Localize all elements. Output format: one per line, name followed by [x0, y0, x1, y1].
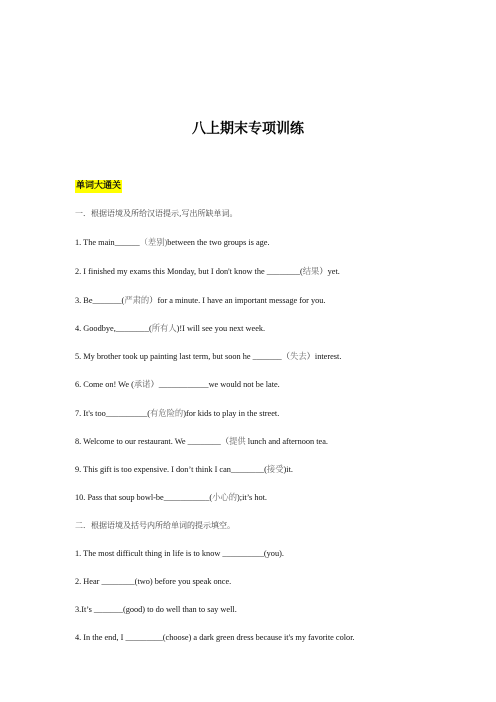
part1-header: 一．根据语境及所给汉语提示,写出所缺单词。 [75, 209, 238, 218]
part1-item-3: 3. Be_______(严肃的）for a minute. I have an important message for you. [75, 296, 326, 305]
part1-item-7: 7. It's too__________(有危险的)for kids to play in the street. [75, 409, 280, 418]
part1-item-5: 5. My brother took up painting last term, but soon he _______（失去）interest. [75, 352, 342, 361]
part2-header: 二．根据语境及括号内所给单词的提示填空。 [75, 521, 235, 530]
part1-item-9: 9. This gift is too expensive. I don’t think I can________(接受)it. [75, 465, 293, 474]
part2-item-1: 1. The most difficult thing in life is to know __________(you). [75, 549, 284, 558]
part1-item-2: 2. I finished my exams this Monday, but I don't know the ________(结果）yet. [75, 267, 340, 276]
part1-item-4: 4. Goodbye,________(所有人)!I will see you next week. [75, 324, 266, 333]
part2-item-2: 2. Hear ________(two) before you speak once. [75, 577, 232, 586]
part1-item-6: 6. Come on! We (承诺）____________we would not be late. [75, 380, 280, 389]
part1-item-8: 8. Welcome to our restaurant. We ________（提供 lunch and afternoon tea. [75, 437, 328, 446]
part1-item-1: 1. The main______（差别)between the two groups is age. [75, 238, 270, 247]
part2-item-3: 3.It’s _______(good) to do well than to say well. [75, 605, 237, 614]
section-label: 单词大通关 [76, 181, 122, 191]
part1-item-10: 10. Pass that soup bowl-be___________(小心的);it’s hot. [75, 493, 267, 502]
page-title: 八上期末专项训练 [192, 121, 304, 137]
part2-item-4: 4. In the end, I _________(choose) a dark green dress because it's my favorite color. [75, 633, 355, 642]
